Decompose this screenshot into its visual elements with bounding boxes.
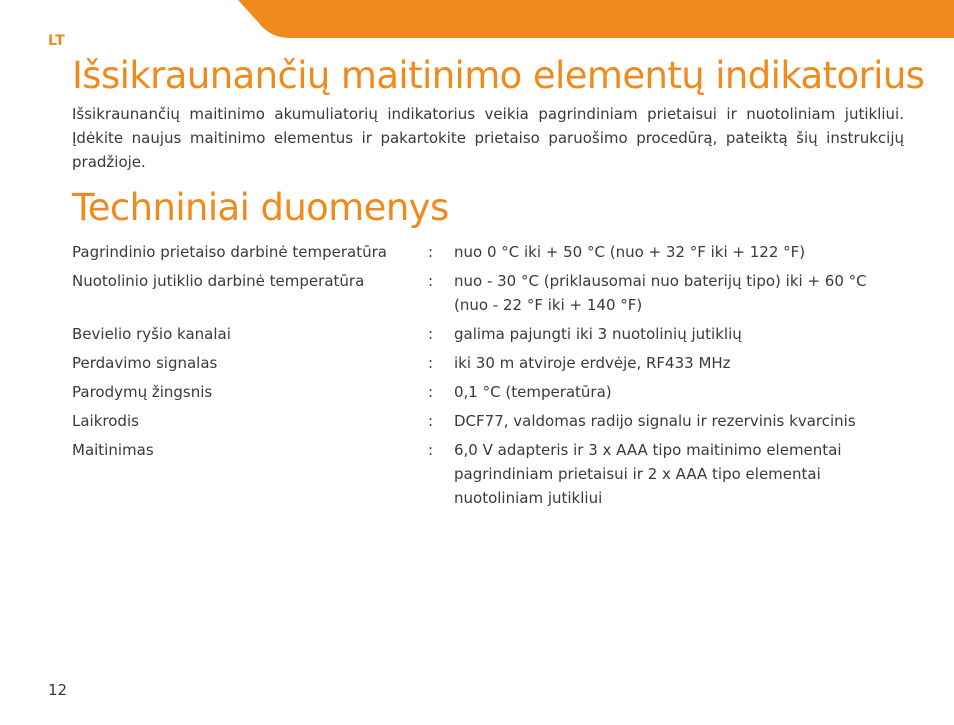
spec-label: Nuotolinio jutiklio darbinė temperatūra [72,272,365,290]
page-content [72,52,925,515]
spec-value: DCF77, valdomas radijo signalu ir rezervinis kvarcinis [454,412,856,430]
spec-value: 6,0 V adapteris ir 3 x AAA tipo maitinimo elementai pagrindiniam prietaisui ir 2 x AAA tipo elementai nuotoliniam jutikliui [454,441,842,507]
spec-row-sensor-temperature [72,269,904,317]
spec-value: nuo 0 °C iki + 50 °C (nuo + 32 °F iki + 122 °F) [454,243,806,261]
spec-separator: : [428,441,434,459]
spec-value: iki 30 m atviroje erdvėje, RF433 MHz [454,354,731,372]
spec-row-clock [72,409,904,433]
spec-label: Parodymų žingsnis [72,383,213,401]
spec-value: 0,1 °C (temperatūra) [454,383,612,401]
spec-separator: : [428,243,434,261]
spec-separator: : [428,383,434,401]
spec-row-wireless-channels [72,322,904,346]
spec-label: Perdavimo signalas [72,354,218,372]
spec-separator: : [428,272,434,290]
spec-value: nuo - 30 °C (priklausomai nuo baterijų tipo) iki + 60 °C (nuo - 22 °F iki + 140 °F) [454,272,867,314]
spec-separator: : [428,354,434,372]
spec-label: Maitinimas [72,441,154,459]
spec-separator: : [428,325,434,343]
battery-indicator-heading: Išsikraunančių maitinimo elementų indikatorius [72,54,925,97]
spec-row-main-unit-temperature [72,240,904,264]
spec-label: Pagrindinio prietaiso darbinė temperatūra [72,243,387,261]
page-number: 12 [48,681,68,699]
battery-indicator-paragraph: Išsikraunančių maitinimo akumuliatorių indikatorius veikia pagrindiniam prietaisui ir nuotoliniam jutikliui. Įdėkite naujus maitinimo elementus ir pakartokite prietaiso paruošimo procedūrą, pateiktą šių instrukcijų pradžioje. [72,105,904,171]
spec-separator: : [428,412,434,430]
spec-table [72,240,904,510]
spec-value: galima pajungti iki 3 nuotolinių jutiklių [454,325,742,343]
spec-row-resolution [72,380,904,404]
spec-row-transmission-signal [72,351,904,375]
spec-row-power-supply [72,438,904,510]
language-code: LT [48,33,66,49]
technical-data-heading: Techniniai duomenys [72,186,449,229]
spec-label: Bevielio ryšio kanalai [72,325,231,343]
spec-label: Laikrodis [72,412,139,430]
header-accent-band [0,0,954,38]
